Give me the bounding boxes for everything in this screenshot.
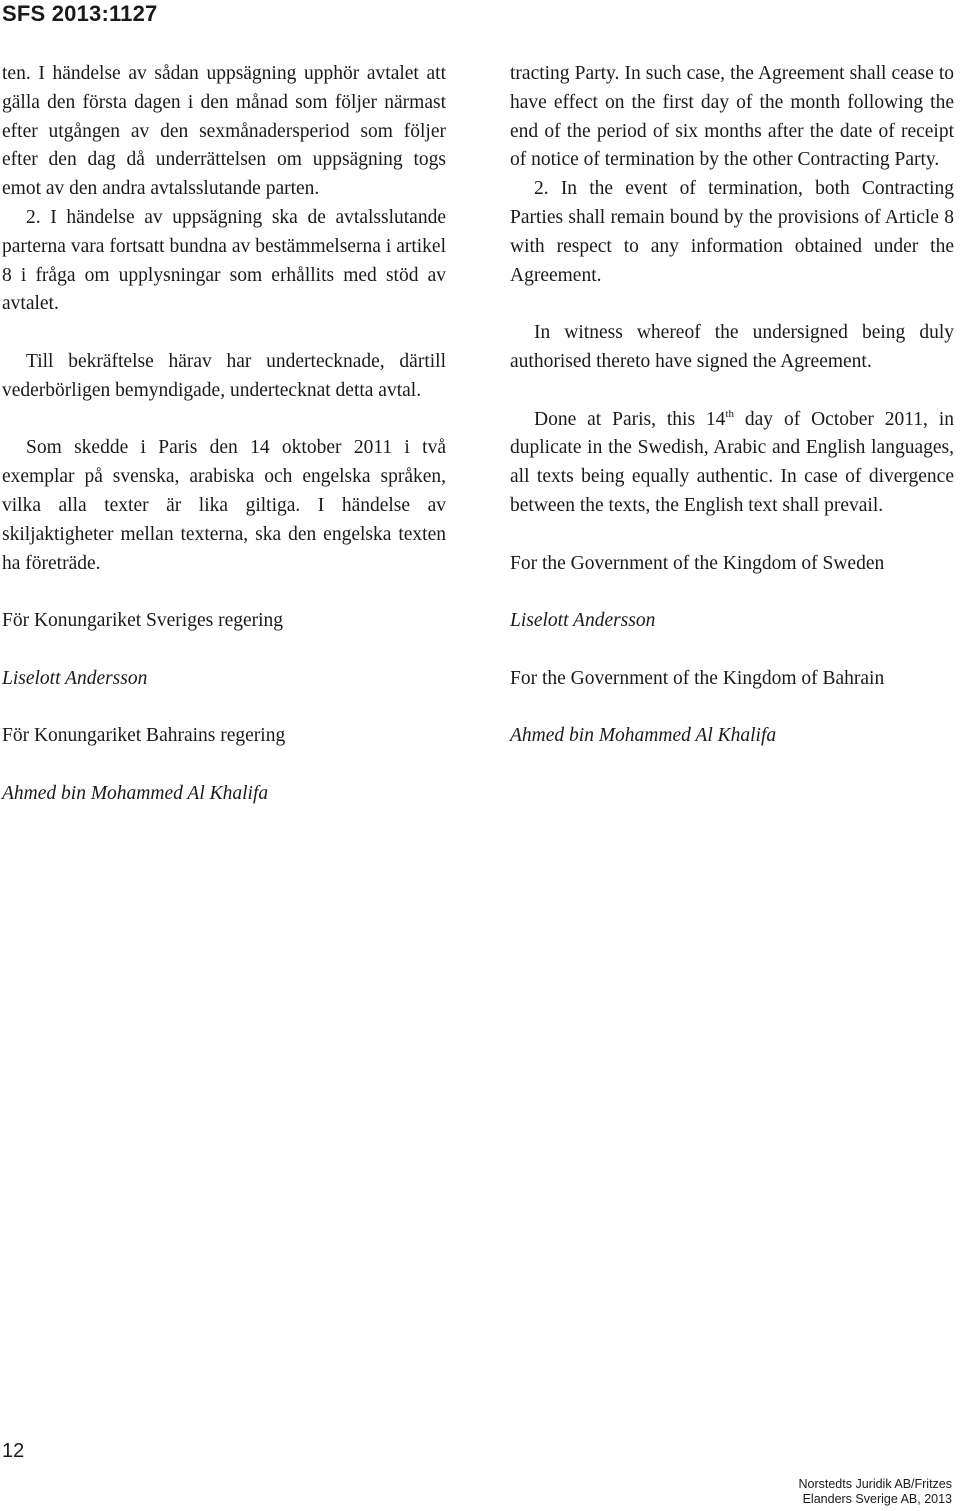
en-paragraph-done [510, 406, 954, 521]
printer-line: Elanders Sverige AB, 2013 [802, 1492, 952, 1506]
en-paragraph-witness: In witness whereof the undersigned being duly authorised thereto have signed the Agreement. [510, 322, 954, 372]
publisher-line: Norstedts Juridik AB/Fritzes [798, 1477, 952, 1491]
sv-signature-sweden: Liselott Andersson [2, 667, 148, 689]
sv-paragraph-witness: Till bekräftelse härav har undertecknade, därtill vederbörligen bemyndigade, undertecknat detta avtal. [2, 350, 446, 401]
en-signature-bahrain: Ahmed bin Mohammed Al Khalifa [510, 725, 777, 747]
sv-government-bahrain: För Konungariket Bahrains regering [2, 725, 286, 747]
sv-paragraph-continuation: ten. I händelse av sådan uppsägning upphör avtalet att gälla den första dagen i den månad som följer närmast efter utgången av den sexmånadersperiod som följer efter den dag då underrättelsen om uppsägning togs emot av den andra avtalsslutande parten. [2, 63, 446, 200]
en-government-bahrain: For the Government of the Kingdom of Bahrain [510, 667, 885, 689]
page-number: 12 [2, 1440, 25, 1462]
en-government-sweden: For the Government of the Kingdom of Sweden [510, 552, 885, 574]
document-reference: SFS 2013:1127 [2, 1, 158, 26]
en-paragraph-2: 2. In the event of termination, both Contracting Parties shall remain bound by the provisions of Article 8 with respect to any information obtained under the Agreement. [510, 178, 954, 286]
swedish-column [2, 60, 446, 838]
en-done-ordinal-suffix: th [725, 407, 734, 420]
publisher-footer [798, 1477, 952, 1507]
sv-paragraph-2: 2. I händelse av uppsägning ska de avtalsslutande parterna vara fortsatt bundna av bestämmelserna i artikel 8 i fråga om upplysningar som erhållits med stöd av avtalet. [2, 206, 446, 315]
english-column [510, 60, 954, 780]
sv-government-sweden: För Konungariket Sveriges regering [2, 610, 284, 632]
en-paragraph-continuation: tracting Party. In such case, the Agreement shall cease to have effect on the first day of the month following the end of the period of six months after the date of receipt of notice of termination by the other Contracting Party. [510, 63, 954, 171]
sv-paragraph-done: Som skedde i Paris den 14 oktober 2011 i två exemplar på svenska, arabiska och engelska språken, vilka alla texter är lika giltiga. I händelse av skiljaktigheter mellan texterna, ska den engelska texten ha företräde. [2, 437, 446, 574]
en-done-text-start: Done at Paris, this 14 [534, 408, 726, 430]
en-signature-sweden: Liselott Andersson [510, 610, 656, 632]
sv-signature-bahrain: Ahmed bin Mohammed Al Khalifa [2, 782, 269, 804]
en-done-text-end: day of October 2011, in duplicate in the Swedish, Arabic and English languages, all texts being equally authentic. In case of divergence between the texts, the English text shall prevail. [510, 408, 954, 516]
